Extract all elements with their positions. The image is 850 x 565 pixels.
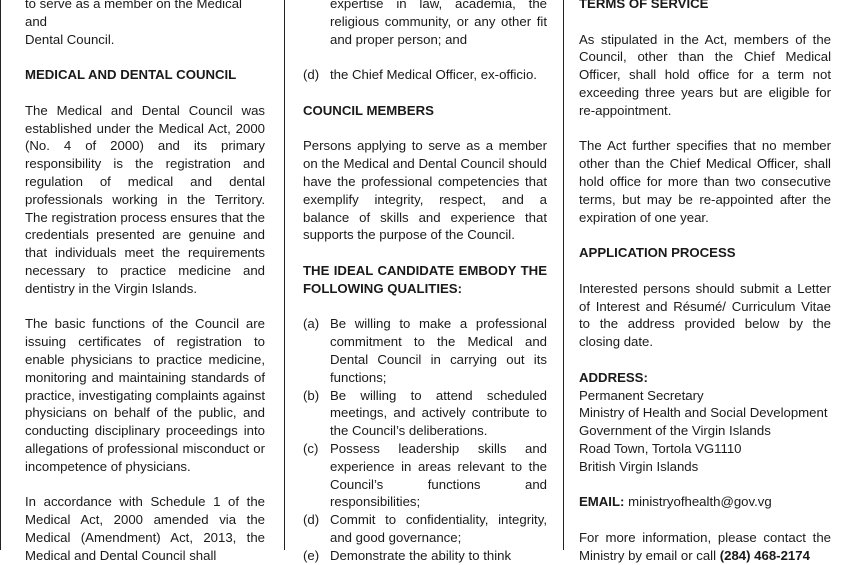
quality-item-a	[303, 315, 547, 386]
list-item-text: Possess leadership skills and experience in areas relevant to the Council’s functions and responsibilities;	[330, 440, 547, 510]
list-item-text: Be willing to make a professional commitment to the Medical and Dental Council in carrying out its functions;	[330, 316, 547, 385]
quality-item-e	[303, 547, 547, 565]
heading-application-process: APPLICATION PROCESS	[579, 245, 736, 261]
heading-council-members: COUNCIL MEMBERS	[303, 102, 434, 118]
terms-paragraph-2: The Act further specifies that no member other than the Chief Medical Officer, shall hold office for more than two consecutive terms, but may be re-appointed after the expiration of one year.	[579, 138, 831, 225]
intro-fragment-line-2: Dental Council.	[25, 31, 115, 47]
more-info-text: For more information, please contact the Ministry by email or call	[579, 529, 831, 563]
column-divider-1	[284, 0, 285, 550]
phone-number: (284) 468-2174	[719, 547, 810, 563]
column-divider-left	[0, 0, 1, 550]
quality-item-d	[303, 511, 547, 547]
more-info-paragraph	[579, 529, 831, 565]
list-item-label: (a)	[303, 316, 320, 332]
list-item-label: (d)	[303, 67, 320, 83]
email-link[interactable]: ministryofhealth@gov.vg	[628, 494, 772, 510]
terms-paragraph-1: As stipulated in the Act, members of the Council, other than the Chief Medical Officer, shall hold office for a term not exceeding three years but are eligible for re-appointment.	[579, 31, 831, 118]
qualities-list	[303, 315, 547, 564]
column-divider-2	[563, 0, 564, 550]
list-item-d	[303, 66, 547, 84]
list-item-label: (b)	[303, 387, 320, 403]
heading-terms-of-service: TERMS OF SERVICE	[579, 0, 709, 11]
list-item-text: expertise in law, academia, the religious community, or any other fit and proper person; and	[330, 0, 547, 47]
address-line: Ministry of Health and Social Development	[579, 405, 828, 421]
column-1	[25, 0, 265, 565]
list-item-label: (e)	[303, 547, 320, 563]
address-line: British Virgin Islands	[579, 458, 699, 474]
address-line: Government of the Virgin Islands	[579, 423, 771, 439]
intro-fragment-line-1: to serve as a member on the Medical and	[25, 0, 242, 29]
list-item-label: (c)	[303, 440, 319, 456]
quality-item-c	[303, 440, 547, 511]
address-line: Road Town, Tortola VG1110	[579, 440, 742, 456]
heading-medical-dental-council: MEDICAL AND DENTAL COUNCIL	[25, 67, 237, 83]
council-members-paragraph: Persons applying to serve as a member on the Medical and Dental Council should have the professional competencies that exemplify integrity, respect, and a balance of skills and experience that supports the purpose of the Council.	[303, 138, 547, 243]
application-paragraph: Interested persons should submit a Letter of Interest and Résumé/ Curriculum Vitae to the address provided below by the closing date.	[579, 280, 831, 350]
address-line: Permanent Secretary	[579, 387, 704, 403]
list-item-text: Demonstrate the ability to think	[330, 547, 512, 563]
council-functions-paragraph: The basic functions of the Council are issuing certificates of registration to enable physicians to practice medicine, monitoring and maintaining standards of practice, investigating complaints against physicians on behalf of the public, and conducting disciplinary proceedings into allegations of professional misconduct or incompetence of physicians.	[25, 316, 265, 474]
quality-item-b	[303, 387, 547, 440]
list-item-label: (d)	[303, 512, 320, 528]
column-3	[579, 0, 831, 565]
email-line	[579, 493, 831, 511]
schedule-paragraph: In accordance with Schedule 1 of the Medical Act, 2000 amended via the Medical (Amendment) Act, 2013, the Medical and Dental Council shall	[25, 494, 265, 563]
column-2	[303, 0, 547, 565]
heading-ideal-candidate: THE IDEAL CANDIDATE EMBODY THE FOLLOWING QUALITIES:	[303, 262, 547, 296]
email-label: EMAIL:	[579, 494, 625, 510]
list-item-text: Be willing to attend scheduled meetings, and actively contribute to the Council’s deliberations.	[330, 387, 547, 439]
list-item-c-continuation	[303, 0, 547, 48]
list-item-text: Commit to confidentiality, integrity, and good governance;	[330, 512, 547, 545]
list-item-text: the Chief Medical Officer, ex-officio.	[330, 67, 537, 83]
address-label: ADDRESS:	[579, 369, 648, 385]
council-description-paragraph: The Medical and Dental Council was established under the Medical Act, 2000 (No. 4 of 2000) and its primary responsibility is the registration and regulation of medical and dental professionals working in the Territory. The registration process ensures that the credentials presented are genuine and that individuals meet the requirements necessary to practice medicine and dentistry in the Virgin Islands.	[25, 102, 265, 296]
